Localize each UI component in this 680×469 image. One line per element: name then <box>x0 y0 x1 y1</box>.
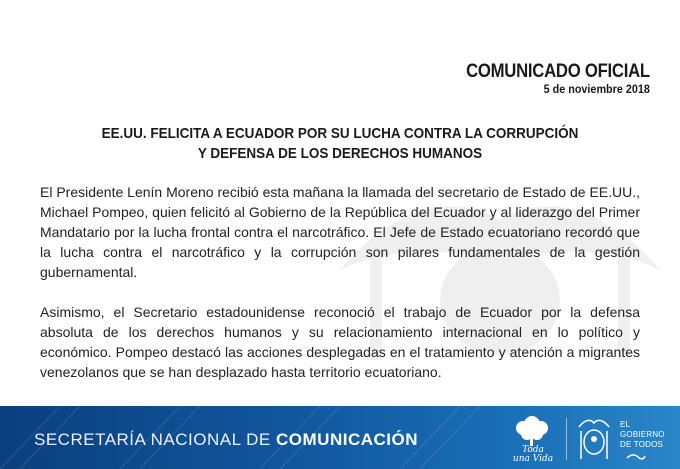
headline-line-1: EE.UU. FELICITA A ECUADOR POR SU LUCHA CONTRA LA CORRUPCIÓN <box>101 125 579 142</box>
agency-name-bold: COMUNICACIÓN <box>276 430 418 449</box>
paragraph-1: El Presidente Lenín Moreno recibió esta mañana la llamada del secretario de Estado de EE.UU., Michael Pompeo, quien felicitó al Gobierno de la República del Ecuador y al liderazgo del Primer Mandatario por la lucha frontal contra el narcotráfico. El Jefe de Estado ecuatoriano recordó que la lucha contra el narcotráfico y la corrupción son pilares fundamentales de la gestión gubernamental. <box>40 184 641 280</box>
gov-text-line-3: DE TODOS <box>620 440 664 449</box>
communique-date: 5 de noviembre 2018 <box>543 82 650 96</box>
gov-text-line-1: EL <box>620 420 631 429</box>
headline-line-2: Y DEFENSA DE LOS DERECHOS HUMANOS <box>197 145 483 162</box>
logo-divider <box>566 418 567 460</box>
toda-una-vida-text <box>509 446 557 464</box>
headline <box>40 124 640 164</box>
communique-title: COMUNICADO OFICIAL <box>466 61 650 82</box>
toda-text-line-2: una Vida <box>512 454 554 464</box>
gobierno-wave-icon <box>626 453 646 461</box>
agency-name <box>34 430 418 450</box>
paragraph-2: Asimismo, el Secretario estadounidense reconoció el trabajo de Ecuador por la defensa absoluta de los derechos humanos y su relacionamiento internacional en lo político y económico. Pompeo destacó las acciones desplegadas en el tratamiento y atención a migrantes venezolanos que se han desplazado hasta territorio ecuatoriano. <box>40 304 640 380</box>
gobierno-de-todos-logo <box>620 420 665 450</box>
toda-text-line-1: Toda <box>522 445 544 455</box>
ecuador-coat-of-arms-icon <box>575 415 613 463</box>
gov-text-line-2: GOBIERNO <box>620 430 665 439</box>
body-text <box>40 182 640 402</box>
communique-header <box>441 62 650 96</box>
footer-band <box>0 406 680 469</box>
agency-name-light: SECRETARÍA NACIONAL DE <box>34 430 276 449</box>
